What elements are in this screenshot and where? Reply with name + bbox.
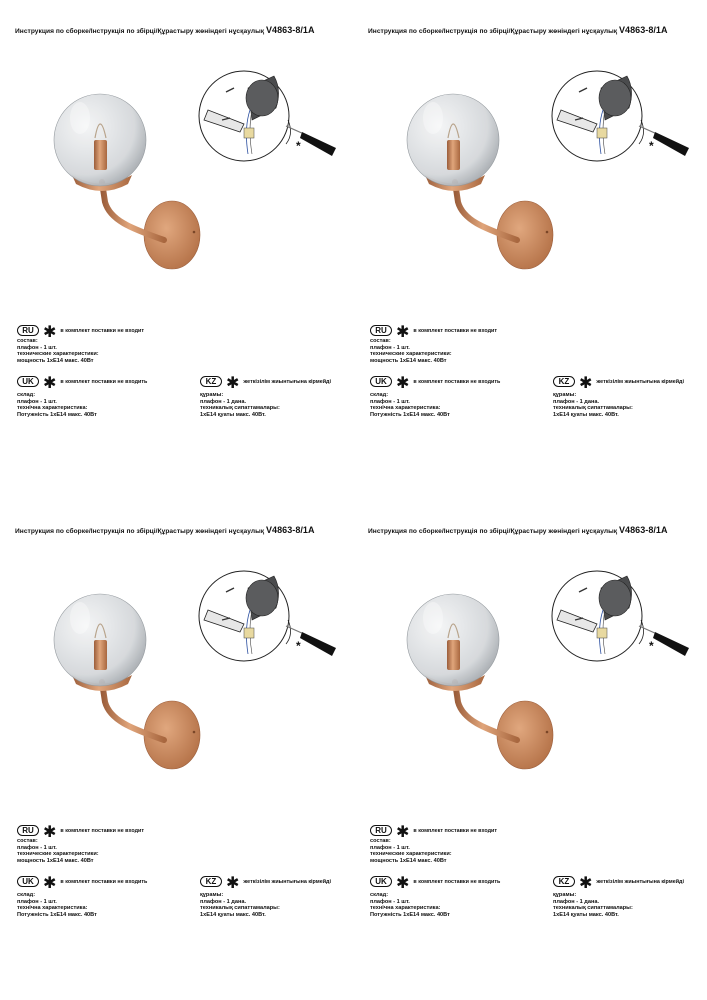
spec-line: склад:	[17, 392, 36, 398]
spec-line: 1xE14 қуаты макс. 40Вт.	[553, 411, 619, 418]
spec-line: құрамы:	[553, 392, 577, 398]
uk-spec-block	[17, 892, 97, 918]
bulb-socket	[94, 640, 107, 670]
title-text: Инструкция по сборке/Інструкція по збірці/Құрастыру жөніндегі нұсқаулық	[15, 528, 265, 535]
bulb-socket	[94, 140, 107, 170]
kz-note-row	[553, 373, 684, 391]
screw-dot	[193, 231, 196, 234]
instruction-card	[0, 500, 353, 1000]
lang-badge-ru: RU	[17, 325, 39, 336]
star-icon: ✱	[43, 874, 57, 892]
spec-line: плафон - 1 дана.	[553, 398, 600, 405]
instruction-title	[15, 525, 315, 535]
spec-line: плафон - 1 дана.	[200, 898, 247, 905]
spec-line: состав:	[370, 838, 391, 844]
spec-line: мощность 1xE14 макс. 40Вт	[370, 357, 447, 364]
ru-note: в комплект поставки не входит	[60, 827, 144, 834]
lamp-illustration	[50, 580, 210, 770]
model-number: V4863-8/1A	[619, 525, 668, 535]
lang-badge-kz: KZ	[553, 376, 575, 387]
kz-note-row	[200, 873, 331, 891]
instruction-card	[353, 500, 706, 1000]
spec-line: құрамы:	[200, 892, 224, 898]
instruction-title	[368, 525, 668, 535]
spec-line: плафон - 1 шт.	[370, 844, 410, 851]
ru-note: в комплект поставки не входит	[413, 827, 497, 834]
lang-badge-ru: RU	[370, 825, 392, 836]
kz-spec-block	[200, 892, 280, 918]
spec-line: технічна характеристика:	[17, 905, 88, 912]
spec-line: құрамы:	[553, 892, 577, 898]
star-marker: *	[296, 139, 301, 153]
star-icon: ✱	[226, 874, 240, 892]
spec-line: құрамы:	[200, 392, 224, 398]
spec-line: плафон - 1 шт.	[370, 898, 410, 905]
terminal-block	[244, 128, 254, 138]
kz-spec-block	[553, 392, 633, 418]
lamp-illustration	[403, 580, 563, 770]
mounting-diagram	[196, 568, 341, 668]
spec-line: мощность 1xE14 макс. 40Вт	[370, 857, 447, 864]
title-text: Инструкция по сборке/Інструкція по збірці/Құрастыру жөніндегі нұсқаулық	[15, 28, 265, 35]
instruction-title	[368, 25, 668, 35]
spec-line: плафон - 1 шт.	[17, 898, 57, 905]
spec-line: склад:	[370, 392, 389, 398]
spec-line: плафон - 1 шт.	[370, 344, 410, 351]
bulb-socket	[447, 140, 460, 170]
star-icon: ✱	[43, 374, 57, 392]
star-icon: ✱	[396, 823, 410, 841]
instruction-title	[15, 25, 315, 35]
uk-spec-block	[17, 392, 97, 418]
ru-spec-block	[17, 338, 99, 364]
kz-note: жеткізілім жиынтығына кірмейді	[596, 378, 684, 385]
spec-line: технические характеристики:	[370, 351, 452, 358]
star-marker: *	[296, 639, 301, 653]
screwdriver	[639, 626, 657, 634]
instruction-card	[353, 0, 706, 500]
spec-line: мощность 1xE14 макс. 40Вт	[17, 357, 94, 364]
uk-note: в комплект поставки не входить	[413, 878, 501, 885]
screwdriver	[286, 626, 304, 634]
spec-line: технические характеристики:	[370, 851, 452, 858]
spec-line: техникалық сипаттамалары:	[553, 905, 633, 912]
lang-badge-uk: UK	[17, 376, 39, 387]
spec-line: технічна характеристика:	[17, 405, 88, 412]
ru-spec-block	[17, 838, 99, 864]
star-icon: ✱	[579, 874, 593, 892]
spec-line: плафон - 1 дана.	[200, 398, 247, 405]
terminal-block	[244, 628, 254, 638]
uk-note-row	[17, 373, 147, 391]
spec-line: техникалық сипаттамалары:	[200, 405, 280, 412]
uk-note-row	[370, 873, 500, 891]
model-number: V4863-8/1A	[619, 25, 668, 35]
spec-line: техникалық сипаттамалары:	[200, 905, 280, 912]
spec-line: плафон - 1 шт.	[17, 344, 57, 351]
spec-line: Потужність 1xE14 макс. 40Вт	[17, 411, 97, 418]
spec-line: мощность 1xE14 макс. 40Вт	[17, 857, 94, 864]
lamp-illustration	[403, 80, 563, 270]
spec-line: плафон - 1 дана.	[553, 898, 600, 905]
kz-spec-block	[200, 392, 280, 418]
title-text: Инструкция по сборке/Інструкція по збірці/Құрастыру жөніндегі нұсқаулық	[368, 528, 618, 535]
star-marker: *	[649, 139, 654, 153]
spec-line: плафон - 1 шт.	[17, 398, 57, 405]
lamp-illustration	[50, 80, 210, 270]
spec-line: 1xE14 қуаты макс. 40Вт.	[553, 911, 619, 918]
spec-line: технические характеристики:	[17, 351, 99, 358]
ru-spec-block	[370, 838, 452, 864]
uk-spec-block	[370, 392, 450, 418]
mounting-diagram	[549, 68, 694, 168]
terminal-block	[597, 128, 607, 138]
kz-spec-block	[553, 892, 633, 918]
kz-note-row	[200, 373, 331, 391]
spec-line: технические характеристики:	[17, 851, 99, 858]
spec-line: 1xE14 қуаты макс. 40Вт.	[200, 411, 266, 418]
lang-badge-ru: RU	[17, 825, 39, 836]
spec-line: технічна характеристика:	[370, 905, 441, 912]
spec-line: техникалық сипаттамалары:	[553, 405, 633, 412]
lang-badge-uk: UK	[370, 376, 392, 387]
terminal-block	[597, 628, 607, 638]
screw-dot	[546, 231, 549, 234]
spec-line: технічна характеристика:	[370, 405, 441, 412]
star-icon: ✱	[43, 323, 57, 341]
kz-note: жеткізілім жиынтығына кірмейді	[243, 878, 331, 885]
kz-note: жеткізілім жиынтығына кірмейді	[243, 378, 331, 385]
lang-badge-ru: RU	[370, 325, 392, 336]
lang-badge-kz: KZ	[200, 376, 222, 387]
star-icon: ✱	[396, 374, 410, 392]
uk-note: в комплект поставки не входить	[60, 378, 148, 385]
bulb-socket	[447, 640, 460, 670]
spec-line: Потужність 1xE14 макс. 40Вт	[370, 911, 450, 918]
star-icon: ✱	[396, 874, 410, 892]
spec-line: состав:	[17, 838, 38, 844]
star-icon: ✱	[579, 374, 593, 392]
screw-dot	[193, 731, 196, 734]
mounting-diagram	[196, 68, 341, 168]
spec-line: плафон - 1 шт.	[17, 844, 57, 851]
spec-line: склад:	[370, 892, 389, 898]
uk-note: в комплект поставки не входить	[60, 878, 148, 885]
lang-badge-kz: KZ	[553, 876, 575, 887]
lang-badge-uk: UK	[370, 876, 392, 887]
screw-dot	[546, 731, 549, 734]
star-icon: ✱	[396, 323, 410, 341]
screwdriver	[286, 126, 304, 134]
ru-note: в комплект поставки не входит	[413, 327, 497, 334]
kz-note: жеткізілім жиынтығына кірмейді	[596, 878, 684, 885]
uk-note-row	[17, 873, 147, 891]
spec-line: 1xE14 қуаты макс. 40Вт.	[200, 911, 266, 918]
title-text: Инструкция по сборке/Інструкція по збірці/Құрастыру жөніндегі нұсқаулық	[368, 28, 618, 35]
spec-line: состав:	[370, 338, 391, 344]
instruction-card	[0, 0, 353, 500]
model-number: V4863-8/1A	[266, 25, 315, 35]
uk-note-row	[370, 373, 500, 391]
lang-badge-uk: UK	[17, 876, 39, 887]
star-icon: ✱	[226, 374, 240, 392]
mounting-diagram	[549, 568, 694, 668]
model-number: V4863-8/1A	[266, 525, 315, 535]
uk-spec-block	[370, 892, 450, 918]
ru-spec-block	[370, 338, 452, 364]
spec-line: состав:	[17, 338, 38, 344]
spec-line: плафон - 1 шт.	[370, 398, 410, 405]
spec-line: Потужність 1xE14 макс. 40Вт	[17, 911, 97, 918]
spec-line: склад:	[17, 892, 36, 898]
lang-badge-kz: KZ	[200, 876, 222, 887]
star-icon: ✱	[43, 823, 57, 841]
star-marker: *	[649, 639, 654, 653]
uk-note: в комплект поставки не входить	[413, 378, 501, 385]
kz-note-row	[553, 873, 684, 891]
screwdriver	[639, 126, 657, 134]
ru-note: в комплект поставки не входит	[60, 327, 144, 334]
spec-line: Потужність 1xE14 макс. 40Вт	[370, 411, 450, 418]
